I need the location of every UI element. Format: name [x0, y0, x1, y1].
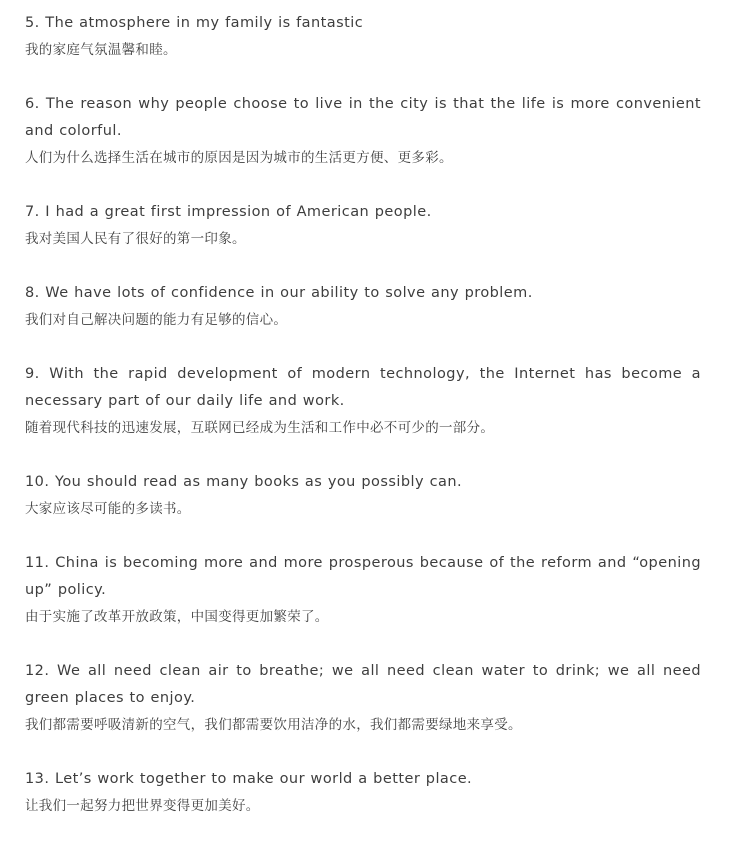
sentence-item-12	[25, 658, 701, 739]
english-sentence: 8. We have lots of confidence in our ability to solve any problem.	[25, 285, 533, 301]
chinese-translation: 我对美国人民有了很好的第一印象。	[25, 231, 246, 247]
sentence-item-11	[25, 550, 701, 631]
sentence-item-6	[25, 91, 701, 172]
chinese-translation: 我们对自己解决问题的能力有足够的信心。	[25, 312, 288, 328]
sentence-item-5	[25, 10, 701, 64]
sentence-item-10	[25, 469, 701, 523]
chinese-translation: 我的家庭气氛温馨和睦。	[25, 42, 177, 58]
english-sentence: 9. With the rapid development of modern technology, the Internet has become a necessary part of our daily life and work.	[25, 366, 701, 409]
english-sentence: 12. We all need clean air to breathe; we all need clean water to drink; we all need green places to enjoy.	[25, 663, 701, 706]
chinese-translation: 随着现代科技的迅速发展，互联网已经成为生活和工作中必不可少的一部分。	[25, 420, 495, 436]
sentence-item-7	[25, 199, 701, 253]
chinese-translation: 让我们一起努力把世界变得更加美好。	[25, 798, 260, 814]
sentence-item-8	[25, 280, 701, 334]
chinese-translation: 由于实施了改革开放政策，中国变得更加繁荣了。	[25, 609, 329, 625]
sentence-item-9	[25, 361, 701, 442]
chinese-translation: 我们都需要呼吸清新的空气，我们都需要饮用洁净的水，我们都需要绿地来享受。	[25, 717, 522, 733]
sentence-list	[25, 10, 701, 847]
english-sentence: 11. China is becoming more and more prosperous because of the reform and “opening up” policy.	[25, 555, 701, 598]
english-sentence: 7. I had a great first impression of American people.	[25, 204, 432, 220]
english-sentence: 6. The reason why people choose to live in the city is that the life is more convenient and colorful.	[25, 96, 701, 139]
english-sentence: 13. Let’s work together to make our world a better place.	[25, 771, 473, 787]
english-sentence: 10. You should read as many books as you possibly can.	[25, 474, 463, 490]
sentence-item-13	[25, 766, 701, 820]
chinese-translation: 大家应该尽可能的多读书。	[25, 501, 191, 517]
english-sentence: 5. The atmosphere in my family is fantastic	[25, 15, 364, 31]
chinese-translation: 人们为什么选择生活在城市的原因是因为城市的生活更方便、更多彩。	[25, 150, 453, 166]
